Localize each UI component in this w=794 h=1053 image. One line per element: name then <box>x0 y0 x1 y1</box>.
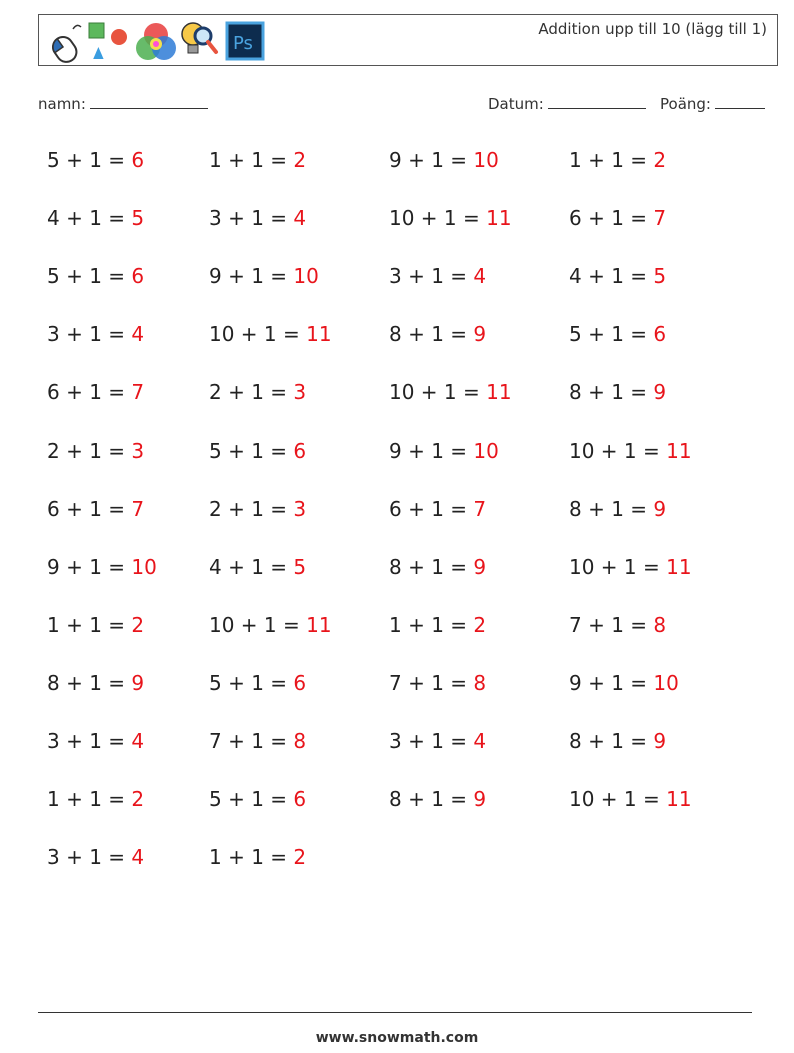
problem-answer: 2 <box>131 787 145 811</box>
problem-answer: 2 <box>293 845 307 869</box>
problem-question: 10 + 1 = <box>389 206 487 230</box>
name-label: namn: <box>38 95 86 113</box>
problem-question: 10 + 1 = <box>209 613 307 637</box>
problem <box>47 497 144 521</box>
problem-answer: 3 <box>131 439 145 463</box>
problem-question: 3 + 1 = <box>47 729 132 753</box>
problem <box>47 845 144 869</box>
problem-row <box>0 439 794 469</box>
problem-answer: 11 <box>486 380 512 404</box>
problem <box>209 322 332 346</box>
problem-question: 1 + 1 = <box>209 148 294 172</box>
problem-row <box>0 148 794 178</box>
problem <box>389 671 486 695</box>
problem-question: 9 + 1 = <box>569 671 654 695</box>
footer-divider <box>38 1012 752 1013</box>
problem <box>209 845 306 869</box>
problem-question: 6 + 1 = <box>47 380 132 404</box>
problem-answer: 4 <box>131 845 145 869</box>
problem-answer: 8 <box>653 613 667 637</box>
problem <box>47 555 157 579</box>
problem-question: 1 + 1 = <box>47 787 132 811</box>
problem <box>47 439 144 463</box>
problem-row <box>0 380 794 410</box>
problem <box>47 613 144 637</box>
problem <box>569 787 692 811</box>
problem <box>209 497 306 521</box>
problem-answer: 11 <box>666 555 692 579</box>
problem <box>209 555 306 579</box>
problem-question: 8 + 1 = <box>569 729 654 753</box>
problem-answer: 11 <box>666 439 692 463</box>
problem-question: 5 + 1 = <box>209 787 294 811</box>
name-line[interactable] <box>90 94 208 109</box>
score-line[interactable] <box>715 94 765 109</box>
problem-question: 5 + 1 = <box>47 264 132 288</box>
problem-answer: 3 <box>293 497 307 521</box>
problem-answer: 9 <box>473 322 487 346</box>
problem-answer: 3 <box>293 380 307 404</box>
problem-answer: 10 <box>293 264 319 288</box>
problem <box>389 439 499 463</box>
problem-answer: 10 <box>473 439 499 463</box>
problem-answer: 10 <box>653 671 679 695</box>
problem <box>47 787 144 811</box>
problem-question: 7 + 1 = <box>569 613 654 637</box>
problem-answer: 6 <box>131 264 145 288</box>
problem-question: 2 + 1 = <box>209 497 294 521</box>
problem-answer: 4 <box>473 729 487 753</box>
footer-url: www.snowmath.com <box>315 1030 479 1046</box>
problem <box>389 148 499 172</box>
problem-question: 1 + 1 = <box>389 613 474 637</box>
problem-row <box>0 206 794 236</box>
problem <box>389 787 486 811</box>
problem <box>569 729 666 753</box>
problem-answer: 5 <box>293 555 307 579</box>
problem-question: 3 + 1 = <box>47 322 132 346</box>
problem <box>47 729 144 753</box>
problem <box>389 322 486 346</box>
problem-question: 4 + 1 = <box>47 206 132 230</box>
problem-question: 8 + 1 = <box>569 380 654 404</box>
problem <box>569 264 666 288</box>
problem <box>569 555 692 579</box>
problem-question: 3 + 1 = <box>47 845 132 869</box>
problem-question: 6 + 1 = <box>47 497 132 521</box>
problem-answer: 2 <box>473 613 487 637</box>
problem-answer: 9 <box>473 787 487 811</box>
score-field <box>660 94 765 113</box>
problem-question: 9 + 1 = <box>389 439 474 463</box>
problem-question: 9 + 1 = <box>47 555 132 579</box>
problem <box>209 264 319 288</box>
problem-answer: 11 <box>666 787 692 811</box>
problem-answer: 9 <box>653 380 667 404</box>
problem-question: 9 + 1 = <box>389 148 474 172</box>
date-field <box>488 94 646 113</box>
problem-row <box>0 322 794 352</box>
problem <box>209 613 332 637</box>
problem-answer: 6 <box>293 671 307 695</box>
problem-answer: 2 <box>653 148 667 172</box>
problem-answer: 8 <box>473 671 487 695</box>
problem <box>209 148 306 172</box>
problem-answer: 4 <box>131 322 145 346</box>
problem-row <box>0 729 794 759</box>
color-wheel-icon <box>133 19 179 63</box>
problem <box>389 613 486 637</box>
score-label: Poäng: <box>660 95 711 113</box>
problem <box>47 671 144 695</box>
problem-question: 3 + 1 = <box>389 729 474 753</box>
problem-question: 4 + 1 = <box>569 264 654 288</box>
problem-answer: 6 <box>653 322 667 346</box>
problem-answer: 10 <box>131 555 157 579</box>
problem-answer: 11 <box>306 613 332 637</box>
problem <box>569 380 666 404</box>
date-line[interactable] <box>548 94 646 109</box>
problem-question: 8 + 1 = <box>47 671 132 695</box>
problem-question: 1 + 1 = <box>47 613 132 637</box>
problem-answer: 6 <box>131 148 145 172</box>
problem-answer: 4 <box>131 729 145 753</box>
problem-question: 9 + 1 = <box>209 264 294 288</box>
problem <box>47 148 144 172</box>
problem-answer: 4 <box>293 206 307 230</box>
problem-question: 8 + 1 = <box>389 787 474 811</box>
problem-question: 6 + 1 = <box>569 206 654 230</box>
problem <box>209 671 306 695</box>
problem <box>47 206 144 230</box>
problem-question: 5 + 1 = <box>47 148 132 172</box>
problem-answer: 2 <box>293 148 307 172</box>
problem-question: 10 + 1 = <box>569 555 667 579</box>
problem-answer: 6 <box>293 439 307 463</box>
problem-row <box>0 497 794 527</box>
problem-answer: 9 <box>473 555 487 579</box>
problem-answer: 8 <box>293 729 307 753</box>
problem-question: 6 + 1 = <box>389 497 474 521</box>
problem <box>209 206 306 230</box>
worksheet-header <box>38 14 778 66</box>
mouse-icon <box>43 19 85 63</box>
problem <box>47 322 144 346</box>
problem-question: 8 + 1 = <box>389 555 474 579</box>
problem-answer: 7 <box>653 206 667 230</box>
problem-answer: 7 <box>131 497 145 521</box>
problem-question: 1 + 1 = <box>209 845 294 869</box>
problem-answer: 4 <box>473 264 487 288</box>
problem <box>209 787 306 811</box>
lightbulb-magnifier-icon <box>179 19 219 63</box>
problem-answer: 7 <box>131 380 145 404</box>
problem <box>389 264 486 288</box>
problem <box>389 380 512 404</box>
problem-question: 7 + 1 = <box>209 729 294 753</box>
problem <box>569 439 692 463</box>
problem <box>569 613 666 637</box>
problem-question: 7 + 1 = <box>389 671 474 695</box>
problem <box>209 729 306 753</box>
problem <box>209 439 306 463</box>
problem <box>209 380 306 404</box>
name-field <box>38 94 208 113</box>
svg-text:Ps: Ps <box>233 33 253 54</box>
problem <box>47 264 144 288</box>
problem-row <box>0 613 794 643</box>
problem-question: 5 + 1 = <box>209 671 294 695</box>
problem-question: 10 + 1 = <box>389 380 487 404</box>
problem-question: 2 + 1 = <box>47 439 132 463</box>
problem <box>569 148 666 172</box>
problem <box>389 729 486 753</box>
problem-question: 10 + 1 = <box>209 322 307 346</box>
problem-answer: 7 <box>473 497 487 521</box>
problem-answer: 11 <box>306 322 332 346</box>
problem-question: 4 + 1 = <box>209 555 294 579</box>
problem-answer: 9 <box>653 729 667 753</box>
worksheet-title: Addition upp till 10 (lägg till 1) <box>538 20 767 38</box>
photoshop-icon <box>225 19 265 63</box>
problem-row <box>0 264 794 294</box>
problem <box>569 206 666 230</box>
date-label: Datum: <box>488 95 544 113</box>
problem-question: 3 + 1 = <box>209 206 294 230</box>
problem <box>569 497 666 521</box>
problem-answer: 9 <box>131 671 145 695</box>
problem-row <box>0 671 794 701</box>
problem-row <box>0 845 794 875</box>
problem-answer: 9 <box>653 497 667 521</box>
problem <box>389 555 486 579</box>
problem-question: 10 + 1 = <box>569 787 667 811</box>
problem <box>47 380 144 404</box>
problem-answer: 10 <box>473 148 499 172</box>
problem <box>569 671 679 695</box>
problem-question: 8 + 1 = <box>389 322 474 346</box>
problem-row <box>0 787 794 817</box>
problem-answer: 2 <box>131 613 145 637</box>
problem-row <box>0 555 794 585</box>
problem-question: 2 + 1 = <box>209 380 294 404</box>
problem <box>569 322 666 346</box>
problem <box>389 497 486 521</box>
problem-answer: 5 <box>653 264 667 288</box>
problem-question: 1 + 1 = <box>569 148 654 172</box>
problem <box>389 206 512 230</box>
problem-question: 5 + 1 = <box>569 322 654 346</box>
problem-answer: 5 <box>131 206 145 230</box>
problem-answer: 11 <box>486 206 512 230</box>
problem-question: 10 + 1 = <box>569 439 667 463</box>
problem-question: 5 + 1 = <box>209 439 294 463</box>
problem-question: 8 + 1 = <box>569 497 654 521</box>
problem-question: 3 + 1 = <box>389 264 474 288</box>
shapes-icon <box>85 19 131 63</box>
problem-answer: 6 <box>293 787 307 811</box>
